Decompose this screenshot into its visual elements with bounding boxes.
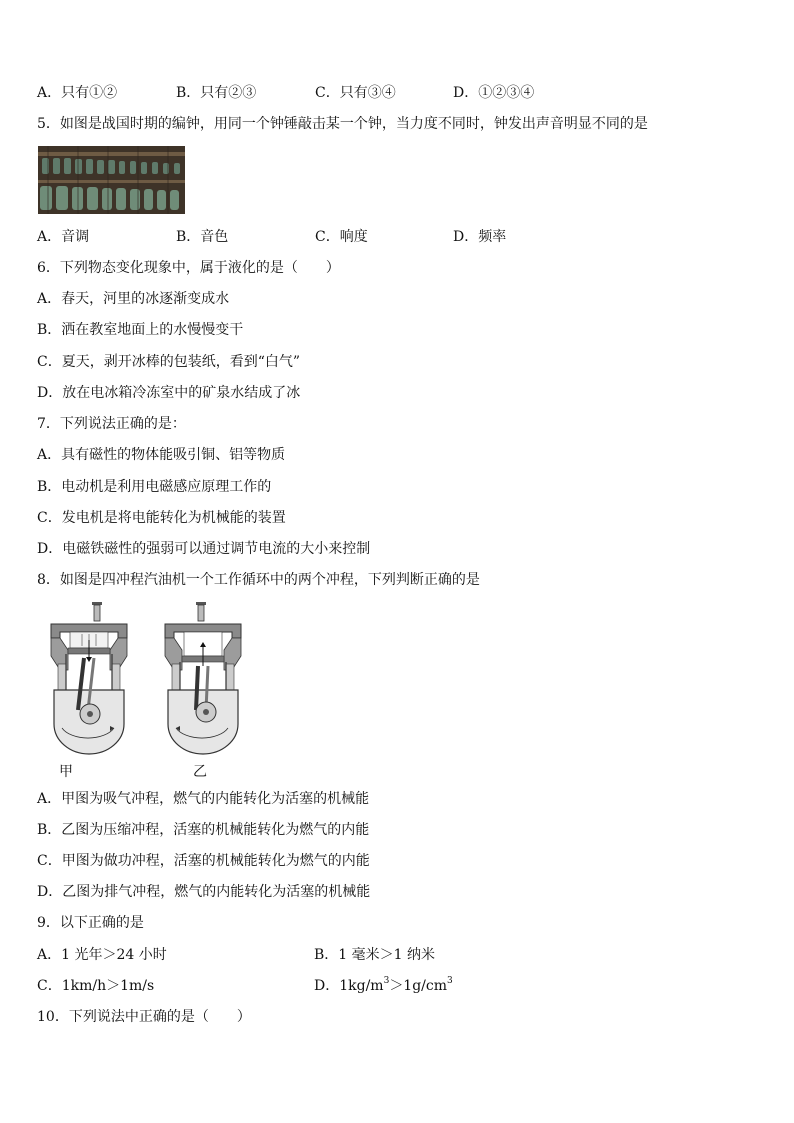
q9-option-c: C．1km/h＞1m/s [37, 978, 155, 994]
q7-option-b: B．电动机是利用电磁感应原理工作的 [37, 479, 272, 495]
q5-option-c: C．响度 [315, 229, 368, 245]
q9-option-d-exp2: 3 [447, 976, 453, 987]
q7-stem: 7．下列说法正确的是： [37, 416, 186, 432]
q4-option-d: D．①②③④ [453, 85, 535, 101]
q9-option-d-part1: D．1kg/m [314, 978, 384, 994]
q5-stem: 5．如图是战国时期的编钟，用同一个钟锤敲击某一个钟，当力度不同时，钟发出声音明显不同的是 [37, 116, 648, 132]
q8-option-a: A．甲图为吸气冲程，燃气的内能转化为活塞的机械能 [37, 791, 370, 807]
q4-option-a: A．只有①② [37, 85, 118, 101]
bianzhong-bells-photo [38, 146, 185, 214]
q9-option-b: B．1 毫米＞1 纳米 [314, 947, 436, 963]
q8-option-b: B．乙图为压缩冲程，活塞的机械能转化为燃气的内能 [37, 822, 370, 838]
q7-option-d: D．电磁铁磁性的强弱可以通过调节电流的大小来控制 [37, 541, 371, 557]
q9-option-d [314, 977, 453, 995]
engine-diagram-yi [162, 600, 244, 758]
q7-option-a: A．具有磁性的物体能吸引铜、铝等物质 [37, 447, 286, 463]
q10-stem: 10．下列说法中正确的是（ ） [37, 1009, 251, 1025]
q9-stem: 9．以下正确的是 [37, 915, 144, 931]
q8-option-d: D．乙图为排气冲程，燃气的内能转化为活塞的机械能 [37, 884, 371, 900]
q6-option-b: B．洒在教室地面上的水慢慢变干 [37, 322, 244, 338]
q6-option-a: A．春天，河里的冰逐渐变成水 [37, 291, 230, 307]
q9-option-a: A．1 光年＞24 小时 [37, 947, 167, 963]
q6-option-c: C．夏天，剥开冰棒的包装纸，看到“白气” [37, 354, 301, 370]
q9-option-d-part2: ＞1g/cm [389, 978, 448, 994]
q6-stem: 6．下列物态变化现象中，属于液化的是（ ） [37, 260, 340, 276]
q6-option-d: D．放在电冰箱冷冻室中的矿泉水结成了冰 [37, 385, 301, 401]
figure-label-jia: 甲 [59, 764, 73, 780]
q4-option-b: B．只有②③ [176, 85, 257, 101]
q9-option-d-exp1: 3 [383, 976, 390, 987]
q5-option-b: B．音色 [176, 229, 229, 245]
engine-diagram-jia [48, 600, 130, 758]
q8-option-c: C．甲图为做功冲程，活塞的机械能转化为燃气的内能 [37, 853, 370, 869]
q5-option-d: D．频率 [453, 229, 507, 245]
q5-option-a: A．音调 [37, 229, 90, 245]
q4-option-c: C．只有③④ [315, 85, 396, 101]
q8-stem: 8．如图是四冲程汽油机一个工作循环中的两个冲程，下列判断正确的是 [37, 572, 480, 588]
figure-label-yi: 乙 [193, 764, 207, 780]
q7-option-c: C．发电机是将电能转化为机械能的装置 [37, 510, 286, 526]
